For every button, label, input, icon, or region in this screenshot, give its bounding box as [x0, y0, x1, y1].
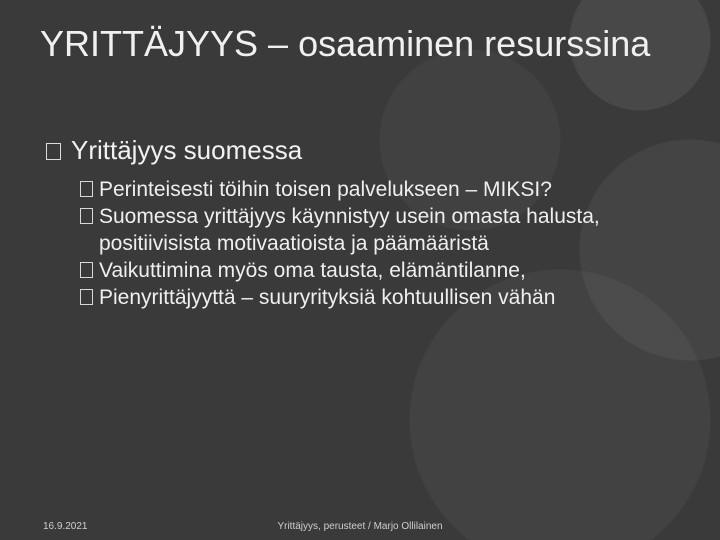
level1-text: Yrittäjyys suomessa — [71, 135, 303, 165]
bullet-box-icon — [80, 208, 93, 224]
list-item-text: Perinteisesti töihin toisen palvelukseen – MIKSI? — [99, 178, 552, 201]
list-item — [80, 176, 620, 203]
list-item — [80, 203, 620, 257]
list-item — [80, 257, 620, 284]
bullet-box-icon — [80, 262, 93, 278]
sub-bullet-list — [80, 176, 620, 311]
list-item — [80, 284, 620, 311]
footer-date: 16.9.2021 — [43, 521, 88, 532]
list-item-text: Pienyrittäjyyttä – suuryrityksiä kohtuullisen vähän — [99, 286, 556, 309]
level1-bullet — [46, 133, 302, 167]
bullet-box-icon — [46, 143, 61, 160]
list-item-text: Suomessa yrittäjyys käynnistyy usein omasta halusta, positiivisista motivaatioista ja päämääristä — [99, 205, 600, 255]
bullet-box-icon — [80, 289, 93, 305]
footer-text: Yrittäjyys, perusteet / Marjo Ollilainen — [277, 521, 443, 532]
slide-title: YRITTÄJYYS – osaaminen resurssina — [40, 23, 651, 64]
bullet-box-icon — [80, 181, 93, 197]
list-item-text: Vaikuttimina myös oma tausta, elämäntilanne, — [99, 259, 526, 282]
